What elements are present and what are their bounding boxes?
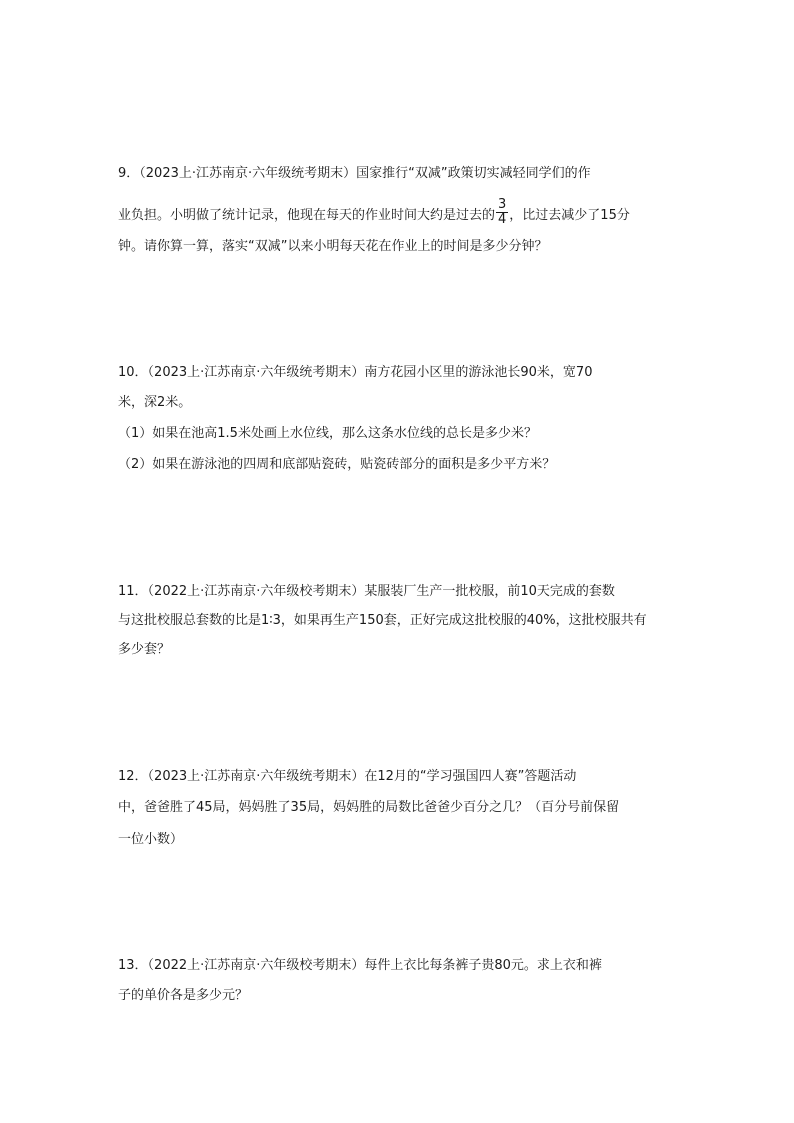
question-9-line-3: 钟。请你算一算，落实“双减”以来小明每天花在作业上的时间是多少分钟？	[118, 239, 548, 254]
fraction-numerator: 3	[498, 197, 507, 212]
question-12-line-2: 中，爸爸胜了45局，妈妈胜了35局，妈妈胜的局数比爸爸少百分之几？（百分号前保留	[118, 800, 620, 815]
question-11-line-2: 与这批校服总套数的比是1∶3，如果再生产150套，正好完成这批校服的40%，这批校服共有	[118, 613, 647, 628]
question-12-line-1: 12．（2023上·江苏南京·六年级统考期末）在12月的“学习强国四人赛”答题活动	[118, 769, 577, 784]
fraction-three-quarters	[496, 198, 508, 227]
question-10-part-1: （1）如果在池高1.5米处画上水位线，那么这条水位线的总长是多少米？	[118, 426, 537, 441]
question-13-line-1: 13．（2022上·江苏南京·六年级校考期末）每件上衣比每条裤子贵80元。求上衣和裤	[118, 958, 602, 973]
question-11-line-3: 多少套？	[118, 642, 171, 657]
question-9-line-2	[118, 197, 630, 230]
question-9-line-2-prefix: 业负担。小明做了统计记录，他现在每天的作业时间大约是过去的	[118, 208, 496, 223]
question-10-line-2: 米，深2米。	[118, 395, 192, 410]
question-10-part-2: （2）如果在游泳池的四周和底部贴瓷砖，贴瓷砖部分的面积是多少平方米？	[118, 457, 556, 472]
question-10-line-1: 10．（2023上·江苏南京·六年级统考期末）南方花园小区里的游泳池长90米，宽70	[118, 365, 593, 380]
question-9-line-2-suffix: ，比过去减少了15分	[509, 208, 630, 223]
question-13-line-2: 子的单价各是多少元？	[118, 988, 249, 1003]
fraction-denominator: 4	[498, 212, 507, 227]
question-11-line-1: 11．（2022上·江苏南京·六年级校考期末）某服装厂生产一批校服，前10天完成的套数	[118, 584, 615, 599]
question-9-line-1: 9．（2023上·江苏南京·六年级统考期末）国家推行“双减”政策切实减轻同学们的作	[118, 166, 591, 181]
question-12-line-3: 一位小数）	[118, 832, 184, 847]
